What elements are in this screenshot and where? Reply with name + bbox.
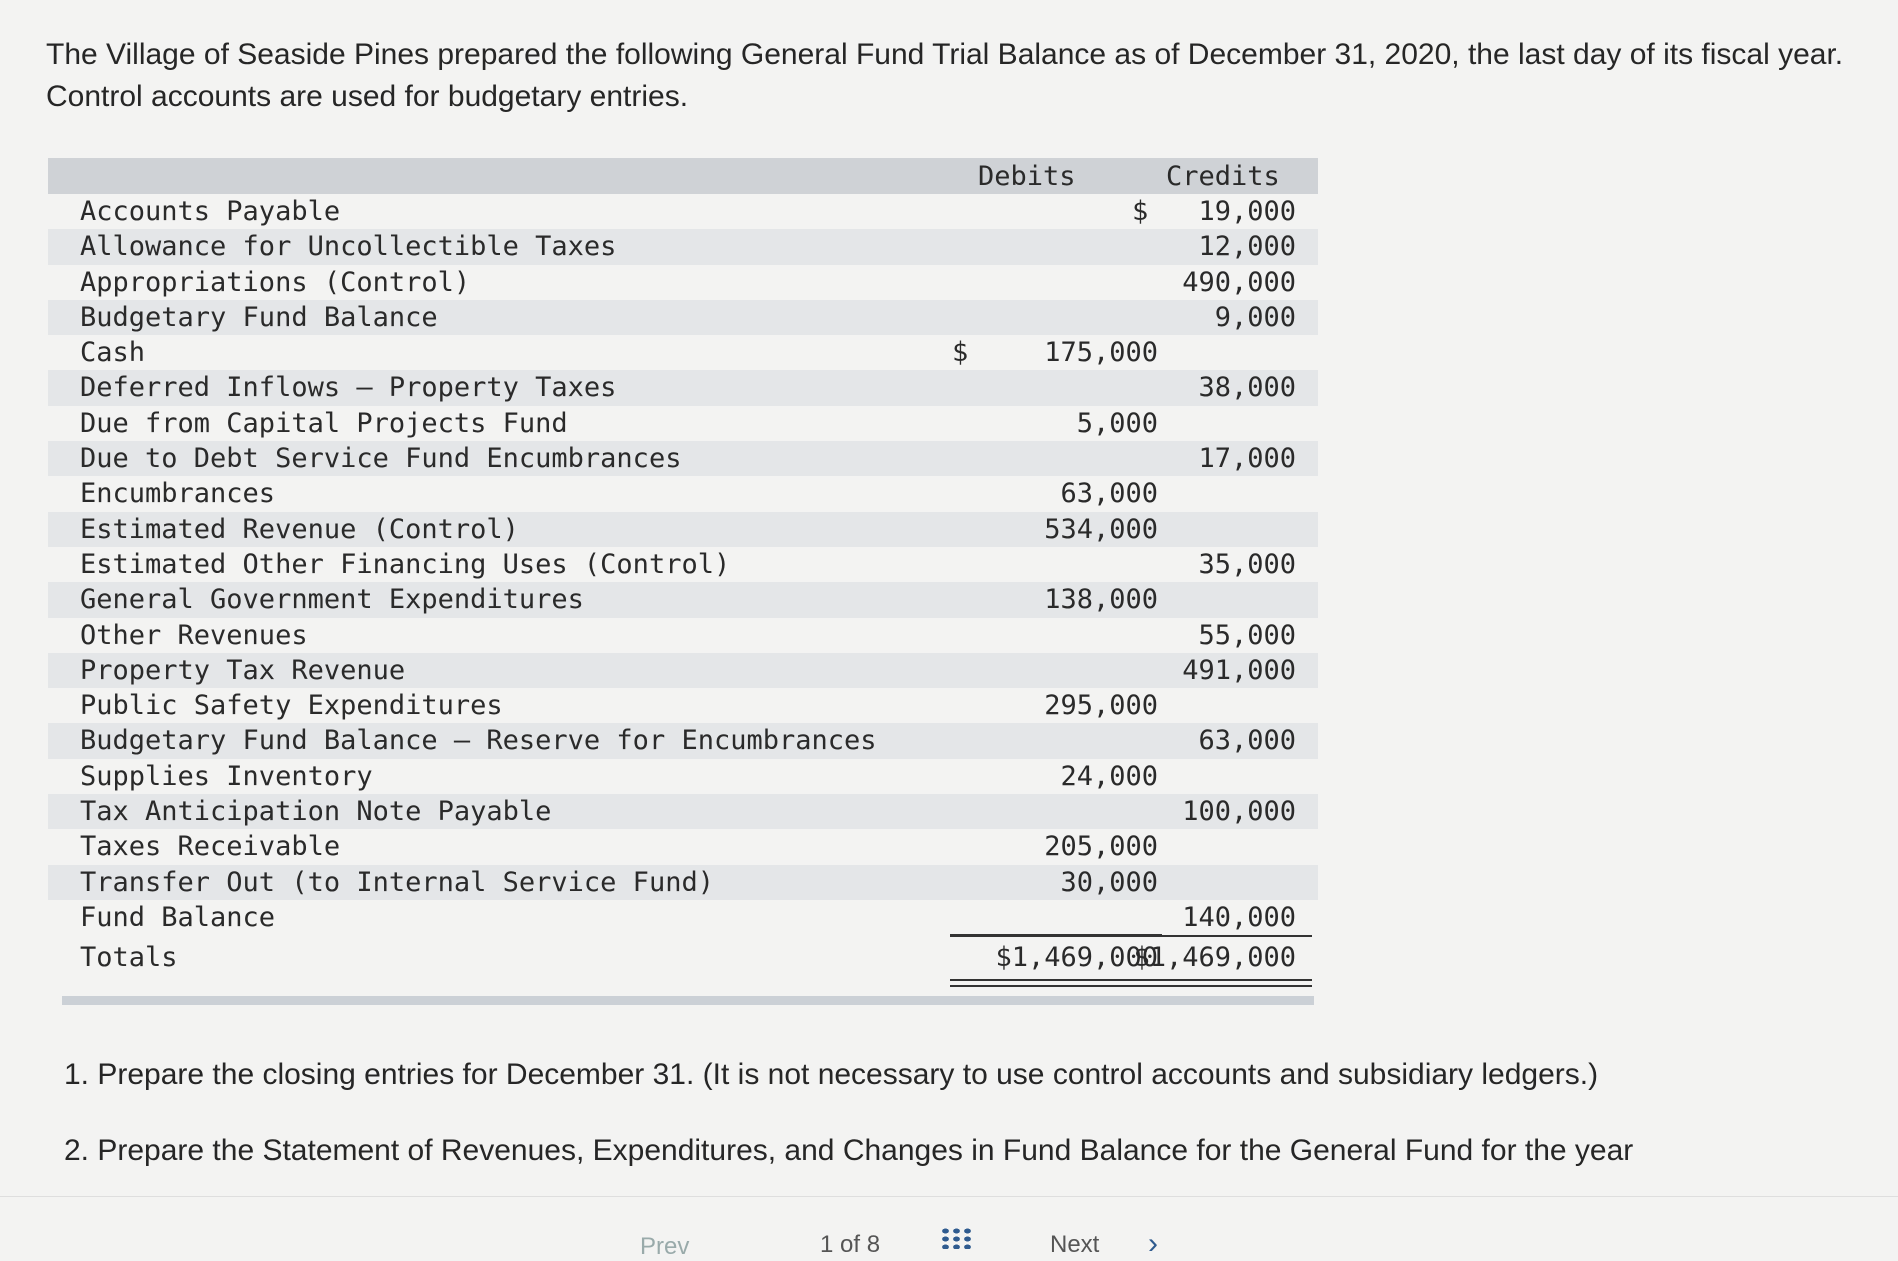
table-header (48, 158, 1318, 194)
table-row (48, 441, 1318, 476)
credit-amount: 38,000 (1198, 372, 1296, 404)
question-1: 1. Prepare the closing entries for December 31. (It is not necessary to use control accounts and subsidiary ledgers.) (64, 1058, 1599, 1091)
table-body (48, 194, 1318, 935)
account-name: Fund Balance (80, 901, 276, 933)
table-row (48, 723, 1318, 758)
table-row (48, 300, 1318, 335)
table-row (48, 829, 1318, 864)
table-row (48, 865, 1318, 900)
debit-amount: 5,000 (1076, 407, 1158, 439)
debit-amount: 30,000 (1060, 866, 1158, 898)
table-row (48, 229, 1318, 264)
totals-debit: $1,469,000 (995, 942, 1158, 974)
credit-amount: 19,000 (1198, 196, 1296, 227)
next-button[interactable]: Next (1050, 1231, 1100, 1258)
debits-header: Debits (978, 161, 1076, 192)
table-row (48, 688, 1318, 723)
page-indicator: 1 of 8 (820, 1231, 881, 1258)
table-row (48, 582, 1318, 617)
credit-amount: 12,000 (1198, 231, 1296, 263)
account-name: Appropriations (Control) (80, 266, 471, 298)
credit-amount: 491,000 (1182, 654, 1296, 686)
account-name: Cash (80, 337, 146, 369)
credit-double-underline (1132, 979, 1312, 987)
table-row (48, 265, 1318, 300)
debit-amount: 138,000 (1044, 584, 1158, 616)
credit-amount: 100,000 (1182, 796, 1296, 828)
question-2: 2. Prepare the Statement of Revenues, Expenditures, and Changes in Fund Balance for the General Fund for the year (64, 1134, 1634, 1167)
grid-icon[interactable] (940, 1227, 974, 1249)
debit-amount: 295,000 (1044, 690, 1158, 722)
table-row (48, 900, 1318, 935)
account-name: Property Tax Revenue (80, 654, 406, 686)
table-row (48, 370, 1318, 405)
account-name: Estimated Revenue (Control) (80, 513, 519, 545)
account-name: Deferred Inflows – Property Taxes (80, 372, 617, 404)
account-name: Allowance for Uncollectible Taxes (80, 231, 617, 263)
prev-button[interactable]: Prev (640, 1233, 690, 1260)
account-name: Taxes Receivable (80, 831, 341, 863)
table-row (48, 476, 1318, 511)
account-name: Due to Debt Service Fund Encumbrances (80, 443, 682, 475)
account-name: Budgetary Fund Balance (80, 301, 438, 333)
account-name: Accounts Payable (80, 196, 341, 227)
table-row (48, 406, 1318, 441)
totals-credit: $1,469,000 (1133, 942, 1296, 974)
credit-amount: 55,000 (1198, 619, 1296, 651)
debit-dollar-sign: $ (952, 337, 969, 369)
table-row (48, 512, 1318, 547)
account-name: Encumbrances (80, 478, 276, 510)
trial-balance-table (48, 158, 1318, 981)
credit-amount: 490,000 (1182, 266, 1296, 298)
debit-amount: 205,000 (1044, 831, 1158, 863)
table-row (48, 194, 1318, 229)
intro-text: The Village of Seaside Pines prepared the following General Fund Trial Balance as of December 31, 2020, the last day of its fiscal year. Control accounts are used for budgetary entries. (46, 38, 1844, 113)
table-row (48, 618, 1318, 653)
table-row (48, 653, 1318, 688)
pagination-bar (0, 1196, 1898, 1260)
debit-amount: 534,000 (1044, 513, 1158, 545)
totals-label: Totals (80, 942, 178, 974)
debit-amount: 63,000 (1060, 478, 1158, 510)
account-name: General Government Expenditures (80, 584, 584, 616)
chevron-right-icon[interactable]: › (1148, 1227, 1158, 1260)
table-row (48, 335, 1318, 370)
table-row (48, 759, 1318, 794)
credit-amount: 63,000 (1198, 725, 1296, 757)
totals-row (48, 935, 1318, 981)
account-name: Estimated Other Financing Uses (Control) (80, 548, 731, 580)
credit-amount: 9,000 (1214, 301, 1296, 333)
debit-double-underline (950, 979, 1162, 987)
account-name: Due from Capital Projects Fund (80, 407, 568, 439)
table-footer-bar (62, 996, 1314, 1005)
table-row (48, 547, 1318, 582)
account-name: Transfer Out (to Internal Service Fund) (80, 866, 714, 898)
account-name: Budgetary Fund Balance – Reserve for Encumbrances (80, 725, 877, 757)
debit-amount: 24,000 (1060, 760, 1158, 792)
credit-amount: 17,000 (1198, 443, 1296, 475)
table-row (48, 794, 1318, 829)
credit-amount: 140,000 (1182, 901, 1296, 933)
credits-header: Credits (1166, 161, 1280, 192)
credit-amount: 35,000 (1198, 548, 1296, 580)
account-name: Other Revenues (80, 619, 308, 651)
account-name: Tax Anticipation Note Payable (80, 796, 552, 828)
account-name: Public Safety Expenditures (80, 690, 503, 722)
debit-amount: 175,000 (1044, 337, 1158, 369)
account-name: Supplies Inventory (80, 760, 373, 792)
credit-dollar-sign: $ (1132, 196, 1149, 227)
